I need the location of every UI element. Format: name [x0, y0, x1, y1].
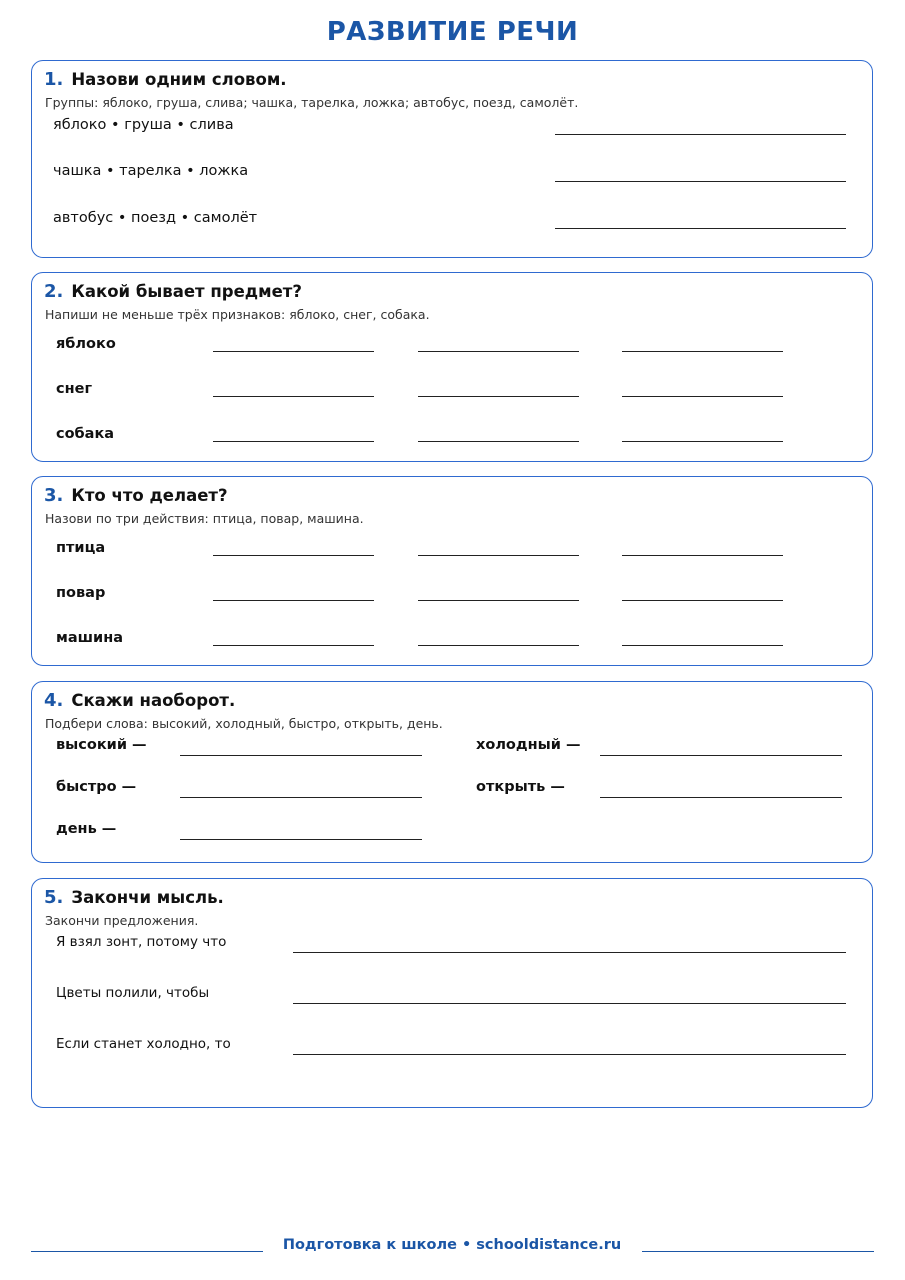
antonym-prompt: день — [56, 821, 117, 837]
task-card-3 [31, 476, 873, 666]
answer-line[interactable] [213, 351, 374, 352]
answer-line[interactable] [622, 441, 783, 442]
answer-line[interactable] [213, 441, 374, 442]
task-title: Скажи наоборот. [71, 691, 236, 710]
answer-line[interactable] [213, 396, 374, 397]
task-card-5 [31, 878, 873, 1108]
answer-line[interactable] [622, 645, 783, 646]
footer-divider-left [31, 1251, 263, 1252]
answer-line[interactable] [622, 600, 783, 601]
answer-line[interactable] [293, 952, 846, 953]
task-header [44, 690, 235, 711]
task-instruction: Назови по три действия: птица, повар, машина. [45, 511, 364, 526]
antonym-prompt: холодный — [476, 737, 581, 753]
task-title: Какой бывает предмет? [71, 282, 302, 301]
task-title: Кто что делает? [71, 486, 228, 505]
answer-line[interactable] [622, 396, 783, 397]
answer-line[interactable] [600, 797, 842, 798]
answer-line[interactable] [622, 351, 783, 352]
subject-label: повар [56, 585, 106, 601]
task-number: 3. [44, 485, 64, 506]
object-label: яблоко [56, 336, 116, 352]
word-group-label: чашка • тарелка • ложка [53, 163, 249, 179]
task-header [44, 69, 287, 90]
answer-line[interactable] [180, 755, 422, 756]
task-title: Назови одним словом. [71, 70, 287, 89]
answer-line[interactable] [293, 1003, 846, 1004]
task-instruction: Подбери слова: высокий, холодный, быстро, открыть, день. [45, 716, 443, 731]
subject-label: птица [56, 540, 106, 556]
word-group-label: яблоко • груша • слива [53, 117, 234, 133]
page-title: РАЗВИТИЕ РЕЧИ [326, 17, 579, 47]
subject-label: машина [56, 630, 123, 646]
answer-line[interactable] [555, 228, 846, 229]
task-number: 4. [44, 690, 64, 711]
task-instruction: Напиши не меньше трёх признаков: яблоко, снег, собака. [45, 307, 430, 322]
answer-line[interactable] [418, 600, 579, 601]
answer-line[interactable] [180, 797, 422, 798]
task-instruction: Группы: яблоко, груша, слива; чашка, тарелка, ложка; автобус, поезд, самолёт. [45, 95, 579, 110]
antonym-prompt: высокий — [56, 737, 147, 753]
sentence-start: Если станет холодно, то [56, 1036, 231, 1052]
task-number: 2. [44, 281, 64, 302]
object-label: собака [56, 426, 115, 442]
answer-line[interactable] [418, 645, 579, 646]
task-title: Закончи мысль. [71, 888, 224, 907]
answer-line[interactable] [555, 134, 846, 135]
answer-line[interactable] [180, 839, 422, 840]
sentence-start: Цветы полили, чтобы [56, 985, 210, 1001]
task-number: 5. [44, 887, 64, 908]
task-card-2 [31, 272, 873, 462]
footer-divider-right [642, 1251, 874, 1252]
answer-line[interactable] [213, 645, 374, 646]
answer-line[interactable] [213, 555, 374, 556]
antonym-prompt: открыть — [476, 779, 565, 795]
sentence-start: Я взял зонт, потому что [56, 934, 227, 950]
task-number: 1. [44, 69, 64, 90]
object-label: снег [56, 381, 93, 397]
answer-line[interactable] [555, 181, 846, 182]
footer-text: Подготовка к школе • schooldistance.ru [282, 1237, 622, 1253]
answer-line[interactable] [418, 396, 579, 397]
answer-line[interactable] [293, 1054, 846, 1055]
task-header [44, 281, 302, 302]
task-header [44, 485, 228, 506]
task-card-4 [31, 681, 873, 863]
answer-line[interactable] [622, 555, 783, 556]
answer-line[interactable] [418, 555, 579, 556]
answer-line[interactable] [600, 755, 842, 756]
task-instruction: Закончи предложения. [45, 913, 199, 928]
answer-line[interactable] [418, 351, 579, 352]
answer-line[interactable] [213, 600, 374, 601]
task-header [44, 887, 224, 908]
task-card-1 [31, 60, 873, 258]
answer-line[interactable] [418, 441, 579, 442]
antonym-prompt: быстро — [56, 779, 137, 795]
word-group-label: автобус • поезд • самолёт [53, 210, 258, 226]
